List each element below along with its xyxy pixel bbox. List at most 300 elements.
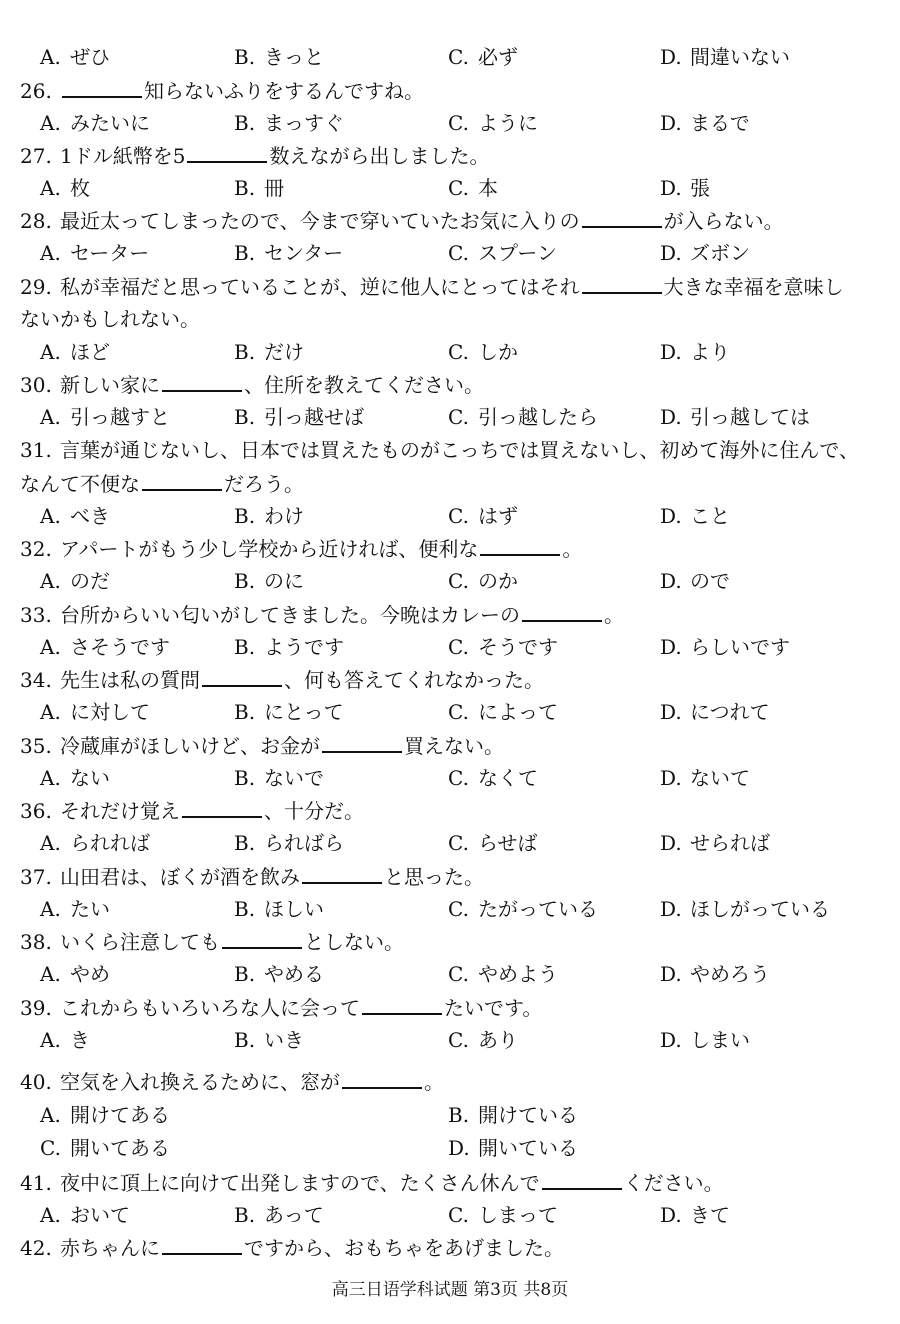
option-text: あって	[264, 1203, 324, 1227]
option-text: 張	[690, 176, 710, 200]
option-c[interactable]	[448, 107, 538, 139]
option-d[interactable]	[660, 500, 730, 532]
option-c[interactable]	[448, 631, 558, 663]
question-number: 36.	[20, 799, 52, 823]
stem-text: 買えない。	[404, 734, 504, 758]
question-number: 35.	[20, 734, 52, 758]
option-text: おいて	[70, 1203, 130, 1227]
stem-text: 大きな幸福を意味し	[663, 275, 844, 299]
stem-text: 新しい家に	[60, 373, 160, 397]
option-c[interactable]	[448, 172, 498, 204]
option-text: べき	[70, 504, 110, 528]
option-letter: A.	[40, 897, 61, 921]
option-b[interactable]	[234, 565, 304, 597]
option-a[interactable]	[40, 1099, 170, 1131]
option-text: に対して	[70, 700, 150, 724]
option-text: わけ	[264, 504, 304, 528]
option-letter: A.	[40, 569, 61, 593]
option-text: ないて	[690, 766, 750, 790]
option-text: はず	[478, 504, 518, 528]
option-letter: B.	[234, 405, 256, 429]
option-letter: C.	[448, 962, 469, 986]
option-a[interactable]	[40, 1199, 130, 1231]
option-d[interactable]	[660, 401, 810, 433]
options-row	[20, 827, 880, 859]
stem-text: 数えながら出しました。	[269, 144, 490, 168]
option-a[interactable]	[40, 762, 110, 794]
option-text: しか	[478, 340, 518, 364]
option-a: A. ぜひ	[40, 45, 110, 69]
option-letter: B.	[234, 340, 256, 364]
option-text: みたいに	[70, 111, 150, 135]
answer-blank[interactable]	[187, 141, 267, 163]
question-number: 28.	[20, 209, 52, 233]
option-text: 開けてある	[70, 1103, 170, 1127]
option-text: のか	[478, 569, 518, 593]
option-b[interactable]	[234, 1199, 324, 1231]
option-a[interactable]	[40, 401, 170, 433]
option-letter: B.	[234, 1203, 256, 1227]
option-c[interactable]	[448, 893, 598, 925]
answer-blank[interactable]	[162, 370, 242, 392]
question-stem	[20, 434, 880, 466]
option-c[interactable]	[448, 401, 598, 433]
option-text: スプーン	[478, 241, 557, 265]
stem-text: 赤ちゃんに	[60, 1236, 160, 1260]
option-letter: A.	[40, 176, 61, 200]
stem-text: 。	[424, 1070, 444, 1094]
question-number: 40.	[20, 1070, 52, 1094]
option-b[interactable]	[448, 1099, 578, 1131]
question-stem-continued: ないかもしれない。	[20, 307, 200, 331]
option-letter: C.	[448, 766, 469, 790]
option-text: ない	[70, 766, 110, 790]
option-d[interactable]	[660, 893, 830, 925]
options-row	[20, 336, 880, 368]
option-text: やめ	[70, 962, 110, 986]
stem-text: 夜中に頂上に向けて出発しますので、たくさん休んで	[60, 1171, 540, 1195]
option-text: たがっている	[478, 897, 598, 921]
question-stem	[20, 75, 880, 107]
answer-blank[interactable]	[582, 272, 662, 294]
stem-text: 空気を入れ換えるために、窓が	[60, 1070, 340, 1094]
option-text: ほしがっている	[690, 897, 830, 921]
option-letter: D.	[660, 766, 682, 790]
option-text: セーター	[70, 241, 150, 265]
question-number: 34.	[20, 668, 52, 692]
option-a[interactable]	[40, 696, 150, 728]
option-text: 開けている	[478, 1103, 578, 1127]
options-row	[20, 172, 880, 204]
question-number: 41.	[20, 1171, 52, 1195]
option-c[interactable]	[448, 958, 558, 990]
q25-options	[20, 41, 880, 73]
question-number: 30.	[20, 373, 52, 397]
option-text: やめる	[264, 962, 324, 986]
option-a[interactable]	[40, 893, 110, 925]
option-text: さそうです	[70, 635, 170, 659]
answer-blank[interactable]	[202, 665, 282, 687]
option-text: られれば	[70, 831, 150, 855]
option-a[interactable]	[40, 958, 110, 990]
option-letter: D.	[660, 176, 682, 200]
option-letter: B.	[234, 700, 256, 724]
option-text: ので	[690, 569, 730, 593]
option-b[interactable]	[234, 107, 344, 139]
option-text: のだ	[70, 569, 110, 593]
stem-text: たいです。	[444, 996, 543, 1020]
option-letter: D.	[660, 405, 682, 429]
options-row	[20, 893, 880, 925]
answer-blank[interactable]	[322, 731, 402, 753]
options-row	[20, 401, 880, 433]
option-text: あり	[478, 1028, 518, 1052]
option-letter: B.	[234, 766, 256, 790]
option-text: らせば	[478, 831, 538, 855]
option-text: たい	[70, 897, 110, 921]
options-row	[20, 237, 880, 269]
stem-text: 、十分だ。	[264, 799, 364, 823]
option-text: にとって	[264, 700, 344, 724]
option-b: B. きっと	[234, 45, 324, 69]
answer-blank[interactable]	[480, 534, 560, 556]
option-letter: D.	[660, 897, 682, 921]
option-letter: D.	[660, 241, 682, 265]
stem-text: だろう。	[224, 472, 304, 496]
option-text: のに	[264, 569, 304, 593]
option-letter: C.	[448, 700, 469, 724]
option-c[interactable]	[40, 1132, 170, 1164]
option-b[interactable]	[234, 172, 284, 204]
option-letter: D.	[660, 831, 682, 855]
options-row	[20, 500, 880, 532]
option-letter: A.	[40, 111, 61, 135]
option-letter: C.	[448, 340, 469, 364]
option-letter: A.	[40, 1028, 61, 1052]
option-text: だけ	[264, 340, 304, 364]
option-b[interactable]	[234, 696, 344, 728]
option-letter: D.	[660, 635, 682, 659]
option-text: こと	[690, 504, 730, 528]
question-stem	[20, 1167, 880, 1199]
option-a[interactable]	[40, 336, 110, 368]
option-letter: D.	[660, 962, 682, 986]
question-stem	[20, 271, 880, 303]
option-letter: C.	[448, 569, 469, 593]
option-letter: D.	[660, 111, 682, 135]
stem-text: 台所からいい匂いがしてきました。今晩はカレーの	[60, 603, 520, 627]
options-row	[20, 1132, 880, 1164]
option-c[interactable]	[448, 1199, 558, 1231]
option-letter: B.	[234, 111, 256, 135]
question-number: 26.	[20, 79, 52, 103]
option-text: しまって	[478, 1203, 558, 1227]
option-a[interactable]	[40, 827, 150, 859]
option-d: D. 間違いない	[660, 45, 790, 69]
option-letter: D.	[448, 1136, 470, 1160]
option-text: しまい	[690, 1028, 750, 1052]
option-letter: D.	[660, 1028, 682, 1052]
option-letter: D.	[660, 504, 682, 528]
option-text: らればら	[264, 831, 344, 855]
options-row	[20, 1099, 880, 1131]
options-row	[20, 565, 880, 597]
option-letter: B.	[234, 176, 256, 200]
option-letter: B.	[234, 1028, 256, 1052]
option-text: 開いている	[478, 1136, 578, 1160]
question-stem	[20, 992, 880, 1024]
options-row	[20, 762, 880, 794]
option-letter: D.	[660, 1203, 682, 1227]
stem-text: これからもいろいろな人に会って	[60, 996, 360, 1020]
option-text: 枚	[70, 176, 90, 200]
option-c[interactable]	[448, 237, 557, 269]
options-row	[20, 1199, 880, 1231]
option-text: センター	[264, 241, 344, 265]
option-d[interactable]	[448, 1132, 578, 1164]
question-stem	[20, 205, 880, 237]
stem-text: 山田君は、ぼくが酒を飲み	[60, 865, 300, 889]
option-letter: A.	[40, 340, 61, 364]
option-letter: A.	[40, 831, 61, 855]
option-b[interactable]	[234, 958, 324, 990]
stem-text: ですから、おもちゃをあげました。	[244, 1236, 564, 1260]
question-number: 37.	[20, 865, 52, 889]
option-a[interactable]	[40, 237, 149, 269]
option-text: まっすぐ	[264, 111, 344, 135]
option-a[interactable]	[40, 500, 110, 532]
option-letter: C.	[448, 405, 469, 429]
option-d[interactable]	[660, 696, 770, 728]
stem-text: 私が幸福だと思っていることが、逆に他人にとってはそれ	[60, 275, 580, 299]
option-letter: B.	[234, 569, 256, 593]
question-number: 39.	[20, 996, 52, 1020]
option-d[interactable]	[660, 631, 790, 663]
question-stem-continued	[20, 468, 880, 500]
question-stem	[20, 926, 880, 958]
question-stem	[20, 861, 880, 893]
stem-text: ください。	[623, 1171, 724, 1195]
stem-text: 。	[562, 537, 583, 561]
option-text: まるで	[690, 111, 750, 135]
option-text: ように	[478, 111, 538, 135]
question-stem	[20, 1232, 880, 1264]
question-stem	[20, 140, 880, 172]
option-a[interactable]	[40, 172, 90, 204]
option-c[interactable]	[448, 336, 518, 368]
option-d[interactable]	[660, 827, 770, 859]
option-a[interactable]	[40, 107, 150, 139]
option-letter: C.	[448, 831, 469, 855]
stem-text: 冷蔵庫がほしいけど、お金が	[60, 734, 320, 758]
stem-text: が入らない。	[663, 209, 784, 233]
option-text: 引っ越しては	[690, 405, 810, 429]
options-row	[20, 696, 880, 728]
option-letter: C.	[448, 1028, 469, 1052]
option-letter: B.	[234, 504, 256, 528]
option-text: やめよう	[478, 962, 558, 986]
option-letter: C.	[448, 504, 469, 528]
stem-text: 先生は私の質問	[60, 668, 200, 692]
option-a[interactable]	[40, 631, 170, 663]
option-text: より	[690, 340, 730, 364]
option-letter: C.	[40, 1136, 61, 1160]
option-text: せられば	[690, 831, 770, 855]
answer-blank[interactable]	[62, 76, 142, 98]
option-letter: A.	[40, 1103, 61, 1127]
question-stem	[20, 369, 880, 401]
option-text: ほど	[70, 340, 110, 364]
option-c[interactable]	[448, 500, 518, 532]
option-text: ないで	[264, 766, 324, 790]
option-c[interactable]	[448, 762, 538, 794]
options-row	[20, 958, 880, 990]
option-text: そうです	[478, 635, 558, 659]
question-stem	[20, 599, 880, 631]
option-letter: D.	[660, 340, 682, 364]
option-d[interactable]	[660, 237, 750, 269]
stem-text: アパートがもう少し学校から近ければ、便利な	[60, 537, 479, 561]
option-letter: C.	[448, 241, 469, 265]
option-a[interactable]	[40, 565, 110, 597]
stem-text: 、住所を教えてください。	[244, 373, 484, 397]
option-text: によって	[478, 700, 558, 724]
stem-text: 、何も答えてくれなかった。	[284, 668, 544, 692]
answer-blank[interactable]	[542, 1168, 622, 1190]
stem-text: それだけ覚え	[60, 799, 180, 823]
answer-blank[interactable]	[522, 600, 602, 622]
options-row	[20, 107, 880, 139]
question-number: 27.	[20, 144, 52, 168]
option-c[interactable]	[448, 827, 537, 859]
option-d[interactable]	[660, 336, 730, 368]
option-d[interactable]	[660, 107, 750, 139]
option-c[interactable]	[448, 1024, 518, 1056]
stem-text: と思った。	[384, 865, 484, 889]
question-stem	[20, 533, 880, 565]
option-letter: A.	[40, 241, 61, 265]
stem-text: 。	[604, 603, 624, 627]
option-text: 引っ越せば	[264, 405, 364, 429]
option-letter: C.	[448, 111, 469, 135]
option-letter: D.	[660, 700, 682, 724]
option-text: につれて	[690, 700, 770, 724]
option-text: 本	[478, 176, 498, 200]
option-b[interactable]	[234, 827, 344, 859]
option-d[interactable]	[660, 565, 730, 597]
question-number: 38.	[20, 930, 52, 954]
stem-text: 言葉が通じないし、日本では買えたものがこっちでは買えないし、初めて海外に住んで、	[60, 438, 859, 462]
option-text: いき	[264, 1028, 304, 1052]
question-number: 31.	[20, 438, 52, 462]
option-d[interactable]	[660, 1024, 750, 1056]
option-text: き	[70, 1028, 90, 1052]
option-c: C. 必ず	[448, 45, 518, 69]
option-letter: B.	[234, 831, 256, 855]
question-stem	[20, 1066, 880, 1098]
answer-blank[interactable]	[362, 993, 442, 1015]
option-letter: B.	[448, 1103, 470, 1127]
option-text: ようです	[264, 635, 344, 659]
answer-blank[interactable]	[162, 1233, 242, 1255]
option-text: 引っ越したら	[478, 405, 598, 429]
option-d[interactable]	[660, 172, 710, 204]
option-letter: B.	[234, 897, 256, 921]
option-letter: A.	[40, 766, 61, 790]
question-number: 32.	[20, 537, 52, 561]
option-b[interactable]	[234, 401, 364, 433]
option-text: なくて	[478, 766, 538, 790]
answer-blank[interactable]	[142, 469, 222, 491]
stem-text: 知らないふりをするんですね。	[144, 79, 424, 103]
option-text: きて	[690, 1203, 730, 1227]
option-text: 冊	[264, 176, 284, 200]
option-letter: D.	[660, 569, 682, 593]
stem-text: としない。	[304, 930, 404, 954]
question-stem	[20, 730, 880, 762]
option-letter: A.	[40, 700, 61, 724]
option-letter: C.	[448, 176, 469, 200]
options-row	[20, 631, 880, 663]
option-letter: A.	[40, 1203, 61, 1227]
question-number: 29.	[20, 275, 52, 299]
stem-text: 最近太ってしまったので、今まで穿いていたお気に入りの	[60, 209, 580, 233]
option-letter: B.	[234, 635, 256, 659]
stem-text: なんて不便な	[20, 472, 140, 496]
option-c[interactable]	[448, 696, 558, 728]
option-text: やめろう	[690, 962, 770, 986]
option-letter: A.	[40, 635, 61, 659]
option-a[interactable]	[40, 1024, 90, 1056]
question-number: 42.	[20, 1236, 52, 1260]
option-b[interactable]	[234, 500, 304, 532]
option-letter: A.	[40, 962, 61, 986]
answer-blank[interactable]	[182, 796, 262, 818]
option-b[interactable]	[234, 237, 343, 269]
option-d[interactable]	[660, 1199, 730, 1231]
option-text: ズボン	[690, 241, 750, 265]
option-d[interactable]	[660, 958, 770, 990]
option-letter: C.	[448, 635, 469, 659]
option-b[interactable]	[234, 631, 344, 663]
option-letter: A.	[40, 504, 61, 528]
stem-text: いくら注意しても	[60, 930, 220, 954]
option-b[interactable]	[234, 762, 324, 794]
option-letter: C.	[448, 897, 469, 921]
option-letter: B.	[234, 962, 256, 986]
answer-blank[interactable]	[302, 862, 382, 884]
option-letter: A.	[40, 405, 61, 429]
options-row	[20, 1024, 880, 1056]
option-text: 開いてある	[70, 1136, 170, 1160]
question-number: 33.	[20, 603, 52, 627]
question-stem	[20, 664, 880, 696]
option-letter: C.	[448, 1203, 469, 1227]
option-letter: B.	[234, 241, 256, 265]
question-stem	[20, 795, 880, 827]
answer-blank[interactable]	[582, 206, 662, 228]
option-text: 引っ越すと	[70, 405, 170, 429]
option-d[interactable]	[660, 762, 750, 794]
answer-blank[interactable]	[222, 927, 302, 949]
option-b[interactable]	[234, 893, 324, 925]
option-c[interactable]	[448, 565, 518, 597]
option-b[interactable]	[234, 1024, 304, 1056]
stem-text: 1ドル紙幣を5	[60, 144, 186, 168]
option-b[interactable]	[234, 336, 304, 368]
option-text: らしいです	[690, 635, 790, 659]
answer-blank[interactable]	[342, 1067, 422, 1089]
